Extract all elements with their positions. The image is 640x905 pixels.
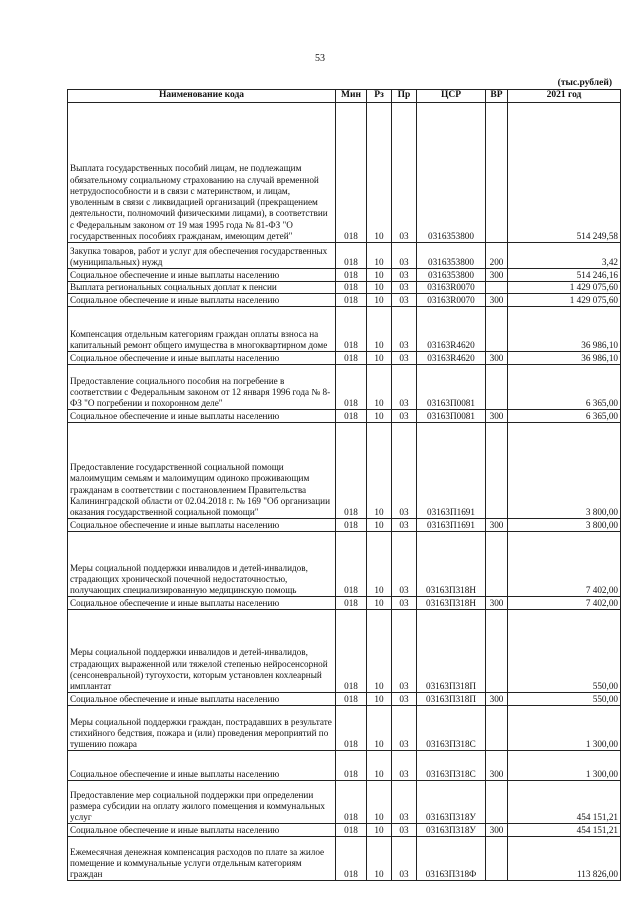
cell-amount: 7 402,00 <box>508 532 621 597</box>
table-row <box>68 706 621 751</box>
cell-vr: 300 <box>486 269 508 282</box>
cell-amount: 3,42 <box>508 243 621 269</box>
cell-pr: 03 <box>392 103 417 243</box>
cell-min: 018 <box>336 269 367 282</box>
table-row <box>68 307 621 352</box>
cell-rz: 10 <box>367 597 392 610</box>
cell-min: 018 <box>336 410 367 423</box>
cell-name: Предоставление государственной социальной помощи малоимущим семьям и малоимущим одиноко проживающим гражданам в соответствии с постановлением Правительства Калининградской области от 02.04.2018 г. № 169 "Об организации оказания государственной социальной помощи" <box>68 423 336 519</box>
cell-pr: 03 <box>392 751 417 781</box>
table-row <box>68 532 621 597</box>
cell-pr: 03 <box>392 781 417 824</box>
cell-pr: 03 <box>392 837 417 881</box>
cell-csr: 03163П318П <box>417 693 486 706</box>
cell-rz: 10 <box>367 423 392 519</box>
cell-vr: 300 <box>486 824 508 837</box>
cell-min: 018 <box>336 824 367 837</box>
cell-pr: 03 <box>392 294 417 307</box>
cell-min: 018 <box>336 365 367 410</box>
cell-amount: 6 365,00 <box>508 410 621 423</box>
cell-name: Выплата государственных пособий лицам, не подлежащим обязательному социальному страхованию на случай временной нетрудоспособности и в связи с материнством, и лицам, уволенным в связи с ликвидацией организаций (прекращением деятельности, полномочий физическими лицами), в соответствии с Федеральным законом от 19 мая 1995 года № 81-ФЗ "О государственных пособиях гражданам, имеющим детей" <box>68 103 336 243</box>
cell-name: Социальное обеспечение и иные выплаты населению <box>68 269 336 282</box>
table-row <box>68 410 621 423</box>
cell-csr: 03163П318У <box>417 824 486 837</box>
cell-name: Компенсация отдельным категориям граждан оплаты взноса на капитальный ремонт общего имущества в многоквартирном доме <box>68 307 336 352</box>
cell-pr: 03 <box>392 597 417 610</box>
cell-pr: 03 <box>392 410 417 423</box>
cell-min: 018 <box>336 243 367 269</box>
cell-pr: 03 <box>392 423 417 519</box>
cell-name: Предоставление социального пособия на погребение в соответствии с Федеральным законом от 12 января 1996 года № 8-ФЗ "О погребении и похоронном деле" <box>68 365 336 410</box>
cell-rz: 10 <box>367 837 392 881</box>
budget-table <box>67 89 621 881</box>
cell-csr: 03163П318Н <box>417 532 486 597</box>
table-row <box>68 693 621 706</box>
cell-pr: 03 <box>392 532 417 597</box>
table-row <box>68 243 621 269</box>
header-vr: ВР <box>486 90 508 103</box>
cell-pr: 03 <box>392 352 417 365</box>
table-row <box>68 519 621 532</box>
table-row <box>68 423 621 519</box>
cell-vr: 300 <box>486 597 508 610</box>
cell-rz: 10 <box>367 410 392 423</box>
cell-amount: 113 826,00 <box>508 837 621 881</box>
cell-min: 018 <box>336 282 367 294</box>
cell-name: Выплата региональных социальных доплат к пенсии <box>68 282 336 294</box>
cell-min: 018 <box>336 781 367 824</box>
cell-vr: 300 <box>486 410 508 423</box>
cell-rz: 10 <box>367 103 392 243</box>
cell-csr: 0316353800 <box>417 103 486 243</box>
cell-name: Социальное обеспечение и иные выплаты населению <box>68 824 336 837</box>
cell-csr: 03163R4620 <box>417 352 486 365</box>
cell-csr: 03163П0081 <box>417 410 486 423</box>
cell-vr <box>486 610 508 693</box>
cell-amount: 6 365,00 <box>508 365 621 410</box>
header-pr: Пр <box>392 90 417 103</box>
cell-csr: 03163R0070 <box>417 282 486 294</box>
cell-pr: 03 <box>392 307 417 352</box>
cell-pr: 03 <box>392 243 417 269</box>
cell-amount: 514 246,16 <box>508 269 621 282</box>
cell-min: 018 <box>336 532 367 597</box>
page-number: 53 <box>315 53 325 64</box>
cell-amount: 550,00 <box>508 693 621 706</box>
cell-vr <box>486 532 508 597</box>
table-row <box>68 269 621 282</box>
cell-min: 018 <box>336 103 367 243</box>
cell-rz: 10 <box>367 706 392 751</box>
cell-rz: 10 <box>367 519 392 532</box>
cell-rz: 10 <box>367 781 392 824</box>
cell-rz: 10 <box>367 751 392 781</box>
cell-name: Социальное обеспечение и иные выплаты населению <box>68 519 336 532</box>
cell-pr: 03 <box>392 824 417 837</box>
cell-vr: 300 <box>486 751 508 781</box>
cell-csr: 03163П1691 <box>417 423 486 519</box>
cell-name: Меры социальной поддержки граждан, пострадавших в результате стихийного бедствия, пожара и (или) проведения мероприятий по тушению пожара <box>68 706 336 751</box>
cell-min: 018 <box>336 610 367 693</box>
cell-csr: 03163П1691 <box>417 519 486 532</box>
cell-vr <box>486 103 508 243</box>
table-row <box>68 365 621 410</box>
cell-amount: 3 800,00 <box>508 423 621 519</box>
cell-vr: 300 <box>486 294 508 307</box>
cell-name: Меры социальной поддержки инвалидов и детей-инвалидов, страдающих выраженной или тяжелой степенью нейросенсорной (сенсоневральной) тугоухости, которым установлен кохлеарный имплантат <box>68 610 336 693</box>
header-year: 2021 год <box>508 90 621 103</box>
cell-vr <box>486 837 508 881</box>
cell-pr: 03 <box>392 519 417 532</box>
cell-rz: 10 <box>367 282 392 294</box>
cell-min: 018 <box>336 423 367 519</box>
cell-csr: 03163П318Н <box>417 597 486 610</box>
cell-name: Закупка товаров, работ и услуг для обеспечения государственных (муниципальных) нужд <box>68 243 336 269</box>
cell-amount: 36 986,10 <box>508 307 621 352</box>
cell-amount: 1 429 075,60 <box>508 282 621 294</box>
cell-name: Социальное обеспечение и иные выплаты населению <box>68 597 336 610</box>
table-row <box>68 597 621 610</box>
cell-rz: 10 <box>367 352 392 365</box>
cell-amount: 1 300,00 <box>508 751 621 781</box>
cell-vr <box>486 423 508 519</box>
cell-amount: 514 249,58 <box>508 103 621 243</box>
table-row <box>68 282 621 294</box>
table-row <box>68 837 621 881</box>
cell-amount: 3 800,00 <box>508 519 621 532</box>
table-row <box>68 751 621 781</box>
cell-min: 018 <box>336 307 367 352</box>
cell-amount: 7 402,00 <box>508 597 621 610</box>
table-row <box>68 352 621 365</box>
cell-name: Предоставление мер социальной поддержки при определении размера субсидии на оплату жилого помещения и коммунальных услуг <box>68 781 336 824</box>
cell-pr: 03 <box>392 269 417 282</box>
cell-min: 018 <box>336 837 367 881</box>
cell-rz: 10 <box>367 365 392 410</box>
cell-amount: 454 151,21 <box>508 824 621 837</box>
cell-amount: 1 429 075,60 <box>508 294 621 307</box>
cell-vr <box>486 365 508 410</box>
cell-name: Социальное обеспечение и иные выплаты населению <box>68 751 336 781</box>
cell-rz: 10 <box>367 307 392 352</box>
cell-vr <box>486 706 508 751</box>
cell-amount: 550,00 <box>508 610 621 693</box>
cell-name: Ежемесячная денежная компенсация расходов по плате за жилое помещение и коммунальные услуги отдельным категориям граждан <box>68 837 336 881</box>
cell-name: Социальное обеспечение и иные выплаты населению <box>68 352 336 365</box>
table-row <box>68 294 621 307</box>
cell-csr: 0316353800 <box>417 243 486 269</box>
cell-name: Социальное обеспечение и иные выплаты населению <box>68 693 336 706</box>
cell-csr: 03163П318С <box>417 751 486 781</box>
cell-name: Меры социальной поддержки инвалидов и детей-инвалидов, страдающих хронической почечной недостаточностью, получающих специализированную медицинскую помощь <box>68 532 336 597</box>
cell-amount: 1 300,00 <box>508 706 621 751</box>
cell-pr: 03 <box>392 365 417 410</box>
header-csr: ЦСР <box>417 90 486 103</box>
cell-csr: 03163П318У <box>417 781 486 824</box>
cell-rz: 10 <box>367 532 392 597</box>
cell-rz: 10 <box>367 610 392 693</box>
header-name: Наименование кода <box>68 90 336 103</box>
cell-amount: 36 986,10 <box>508 352 621 365</box>
cell-min: 018 <box>336 693 367 706</box>
cell-name: Социальное обеспечение и иные выплаты населению <box>68 410 336 423</box>
cell-vr: 300 <box>486 352 508 365</box>
cell-csr: 0316353800 <box>417 269 486 282</box>
cell-rz: 10 <box>367 824 392 837</box>
cell-csr: 03163П318Ф <box>417 837 486 881</box>
cell-csr: 03163П318П <box>417 610 486 693</box>
header-min: Мин <box>336 90 367 103</box>
cell-csr: 03163П318С <box>417 706 486 751</box>
units-label: (тыс.рублей) <box>557 78 612 88</box>
cell-min: 018 <box>336 519 367 532</box>
cell-pr: 03 <box>392 693 417 706</box>
cell-rz: 10 <box>367 243 392 269</box>
cell-min: 018 <box>336 352 367 365</box>
cell-min: 018 <box>336 751 367 781</box>
cell-csr: 03163R0070 <box>417 294 486 307</box>
cell-pr: 03 <box>392 706 417 751</box>
cell-vr <box>486 282 508 294</box>
cell-amount: 454 151,21 <box>508 781 621 824</box>
cell-vr: 200 <box>486 243 508 269</box>
cell-pr: 03 <box>392 282 417 294</box>
cell-csr: 03163R4620 <box>417 307 486 352</box>
cell-min: 018 <box>336 706 367 751</box>
cell-rz: 10 <box>367 693 392 706</box>
cell-vr <box>486 307 508 352</box>
cell-vr: 300 <box>486 519 508 532</box>
cell-pr: 03 <box>392 610 417 693</box>
cell-vr: 300 <box>486 693 508 706</box>
cell-vr <box>486 781 508 824</box>
table-row <box>68 103 621 243</box>
cell-csr: 03163П0081 <box>417 365 486 410</box>
cell-rz: 10 <box>367 269 392 282</box>
cell-name: Социальное обеспечение и иные выплаты населению <box>68 294 336 307</box>
header-rz: Рз <box>367 90 392 103</box>
table-row <box>68 824 621 837</box>
header-row <box>68 90 621 103</box>
cell-min: 018 <box>336 597 367 610</box>
table-row <box>68 781 621 824</box>
cell-rz: 10 <box>367 294 392 307</box>
cell-min: 018 <box>336 294 367 307</box>
table-row <box>68 610 621 693</box>
